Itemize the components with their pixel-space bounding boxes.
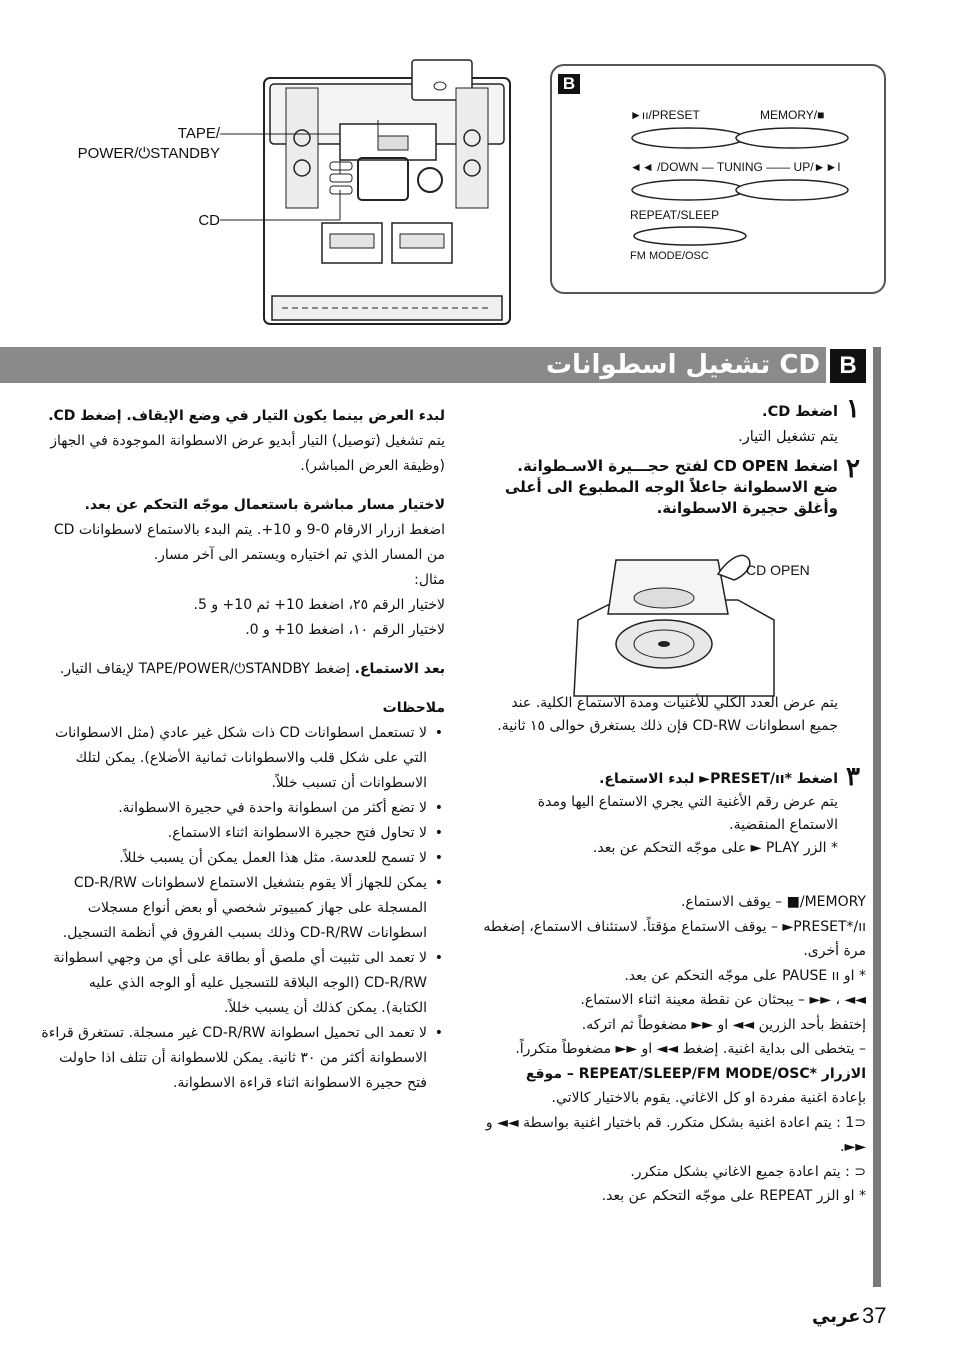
repeat-one: ⊂1 : يتم اعادة اغنية بشكل متكرر. قم باختيار اغنية بواسطة ◄◄ و ►►. (485, 1114, 866, 1155)
step-1-title: اضغط CD. (762, 404, 838, 420)
figure-note-text: يتم عرض العدد الكلي للأغنيات ومدة الاستماع الكلية. عند جميع اسطوانات CD-RW فإن ذلك يستغرق حوالى ١٥ ثانية. (497, 695, 838, 734)
example-2: لاختيار الرقم ١٠، اضغط 10+ و 0. (245, 622, 445, 638)
step-1 (488, 400, 838, 450)
repeat-button-illustration (630, 224, 750, 250)
step-3-title: اضغط *PRESET/ıı► لبدء الاستماع. (599, 771, 838, 787)
memory-line: MEMORY/■ – يوقف الاستماع. (680, 894, 866, 910)
cd-callout: CD (198, 212, 220, 229)
step-2-number: ٢ (846, 454, 860, 484)
section-badge: B (830, 349, 866, 383)
after-listening (40, 657, 445, 682)
cd-open-label: CD OPEN (746, 562, 810, 578)
notes-list (40, 721, 445, 1096)
fm-mode-label: FM MODE/OSC (630, 250, 709, 262)
example-label: مثال: (414, 572, 445, 588)
repeat-body: بإعادة اغنية مفردة او كل الاغاني. يقوم بالاختيار كالاتي. (551, 1090, 866, 1106)
page-language: عربي (812, 1306, 861, 1327)
skip-line: ◄◄ ، ►► – يبحثان عن نقطة معينة اثناء الاستماع. (580, 992, 866, 1008)
left-column (40, 404, 445, 1096)
page-number: 37 (862, 1303, 887, 1328)
step-3-body: يتم عرض رقم الأغنية التي يجري الاستماع اليها ومدة الاستماع المنقضية. (537, 794, 838, 833)
tuning-label: ◄◄ /DOWN — TUNING —— UP/►►I (630, 160, 841, 174)
pause-note: * او PAUSE ıı على موجّه التحكم عن بعد. (624, 967, 866, 984)
controls-list (478, 890, 866, 1209)
step-2-title: اضغط CD OPEN لفتح حجـــيرة الاسـطوانة. ضع الاسطوانة جاعلاً الوجه المطبوع الى أعلى وأغلق حجيرة الاسطوانة. (504, 457, 838, 517)
preset-line: PRESET*/ıı► – يوقف الاستماع مؤقتاً. لاستئناف الاستماع، إضغطه مرة أخرى. (483, 918, 866, 959)
note-item: • لا تضع أكثر من اسطوانة واحدة في حجيرة الاسطوانة. (40, 796, 445, 821)
repeat-all: ⊂ : يتم اعادة جميع الاغاني بشكل متكرر. (630, 1163, 866, 1180)
repeat-sleep-label: REPEAT/SLEEP (630, 208, 720, 222)
notes-title: ملاحظات (382, 700, 445, 716)
note-item: • لا تعمد الى تحميل اسطوانة CD-R/RW غير مسجلة. تستغرق قراءة الاسطوانة أكثر من ٣٠ ثانية. يمكن للاسطوانة أن تتلف اذا حاولت فتح حجيرة الاسطوانة اثناء قراءة الاسطوانة. (40, 1021, 445, 1096)
preset-memory-button-illustration (630, 124, 850, 154)
note-item: • لا تعمد الى تثبيت أي ملصق أو بطاقة على أي من وجهي اسطوانة CD-R/RW (الوجه البلاقة للتسجيل عليه أو الوجه الذي عليه الكتابة). يمكن كذلك أن يسبب خللاً. (40, 946, 445, 1021)
note-item: • لا تستعمل اسطوانات CD ذات شكل غير عادي (مثل الاسطوانات التي على شكل قلب والاسطوانات ثمانية الأضلاع). يمكن لتلك الاسطوانات أن تسبب خللاً. (40, 721, 445, 796)
step-1-number: ١ (846, 394, 860, 424)
step-3 (488, 768, 838, 860)
preset-label: ►ıı/PRESET (630, 108, 700, 122)
step-3-footnote: * الزر PLAY ► على موجّه التحكم عن بعد. (592, 840, 838, 856)
section-title: CD تشغيل اسطوانات (545, 350, 820, 380)
step-1-body: يتم تشغيل التيار. (738, 429, 838, 445)
note-item: • لا تحاول فتح حجيرة الاسطوانة اثناء الاستماع. (40, 821, 445, 846)
step-3-number: ٣ (846, 762, 860, 792)
tape-power-callout: TAPE/ POWER/⏻STANDBY (77, 125, 220, 162)
direct-select-body: اضغط ازرار الارقام 0-9 و 10+. يتم البدء بالاستماع لاسطوانات CD من المسار الذي تم اختياره ويستمر الى آخر مسار. (53, 522, 445, 563)
figure-note (488, 692, 838, 738)
repeat-title: الازرار *REPEAT/SLEEP/FM MODE/OSC – موقع (525, 1065, 866, 1082)
note-item: • لا تسمح للعدسة. مثل هذا العمل يمكن أن يسبب خللاً. (40, 846, 445, 871)
direct-play-title: لبدء العرض بينما يكون التيار في وضع الإيقاف. إضغط CD. (48, 408, 445, 424)
tuning-button-illustration (630, 176, 850, 206)
repeat-note: * او الزر REPEAT على موجّه التحكم عن بعد. (601, 1188, 866, 1204)
skip-track: – يتخطى الى بداية اغنية. إضغط ◄◄ او ►► مضغوطاً متكرراً. (515, 1041, 866, 1057)
direct-select-title: لاختيار مسار مباشرة باستعمال موجّه التحكم عن بعد. (84, 497, 445, 513)
inset-badge: B (558, 74, 580, 94)
callout-lines (220, 120, 560, 230)
after-body: إضغط TAPE/POWER/⏻STANDBY لإيقاف التيار. (59, 661, 351, 677)
skip-hold: إختفظ بأحد الزرين ◄◄ او ►► مضغوطاً ثم اتركه. (581, 1016, 866, 1033)
after-title: بعد الاستماع. (354, 661, 445, 677)
side-rule (873, 347, 881, 1287)
direct-play-body: يتم تشغيل (توصيل) التيار أبديو عرض الاسطوانة الموجودة في الجهاز (وظيفة العرض المباشر). (50, 433, 445, 474)
memory-label: MEMORY/■ (760, 108, 825, 122)
note-item: • يمكن للجهاز ألا يقوم بتشغيل الاستماع لاسطوانات CD-R/RW المسجلة على جهاز كمبيوتر شخصي أو بعض أنواع مسجلات اسطوانات CD-R/RW وذلك بسبب الفروق في أنظمة التسجيل. (40, 871, 445, 946)
example-1: لاختيار الرقم ٢٥، اضغط 10+ ثم 10+ و 5. (193, 597, 445, 613)
step-2 (488, 456, 838, 519)
